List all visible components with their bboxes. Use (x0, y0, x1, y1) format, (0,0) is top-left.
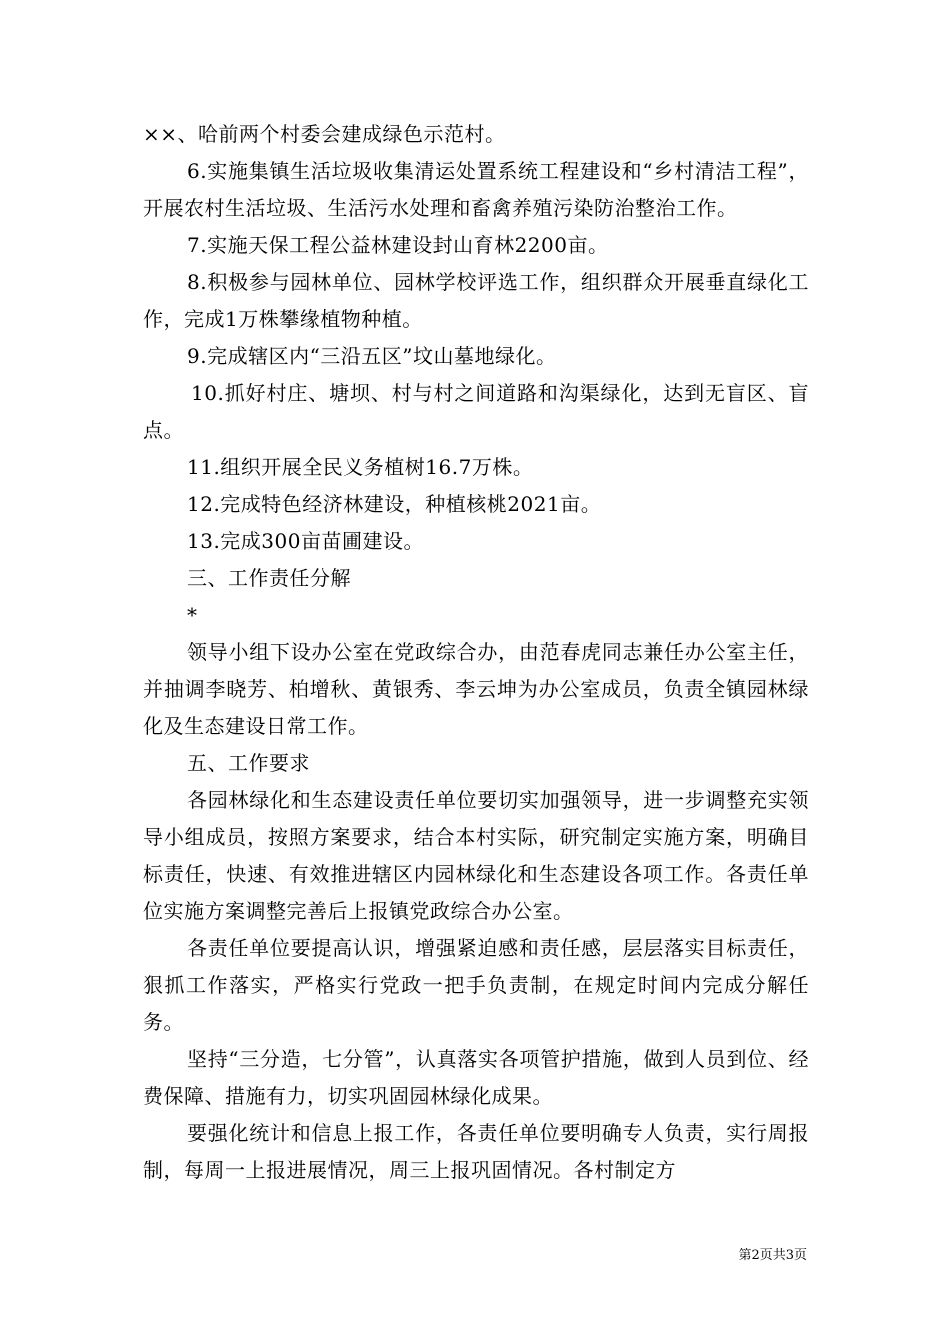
paragraph-office: 领导小组下设办公室在党政综合办，由范春虎同志兼任办公室主任，并抽调李晓芳、柏增秋、黄银秀、李云坤为办公室成员，负责全镇园林绿化及生态建设日常工作。 (143, 640, 809, 738)
paragraph-item-10: 10.抓好村庄、塘坝、村与村之间道路和沟渠绿化，达到无盲区、盲点。 (143, 381, 809, 442)
paragraph-item-13: 13.完成300亩苗圃建设。 (187, 529, 424, 553)
paragraph-item-6: 6.实施集镇生活垃圾收集清运处置系统工程建设和“乡村清洁工程”，开展农村生活垃圾、生活污水处理和畜禽养殖污染防治整治工作。 (143, 159, 809, 220)
document-body (143, 116, 809, 1189)
paragraph-item-9: 9.完成辖区内“三沿五区”坟山墓地绿化。 (187, 344, 557, 368)
paragraph-item-11: 11.组织开展全民义务植树16.7万株。 (187, 455, 534, 479)
paragraph-requirement-3: 坚持“三分造，七分管”，认真落实各项管护措施，做到人员到位、经费保障、措施有力，切实巩固园林绿化成果。 (143, 1047, 809, 1108)
paragraph-requirement-2: 各责任单位要提高认识，增强紧迫感和责任感，层层落实目标责任，狠抓工作落实，严格实行党政一把手负责制，在规定时间内完成分解任务。 (143, 936, 809, 1034)
page-number-footer: 第2页共3页 (738, 1248, 807, 1263)
paragraph-item-12: 12.完成特色经济林建设，种植核桃2021亩。 (187, 492, 602, 516)
asterisk-marker: * (187, 603, 198, 627)
paragraph-item-8: 8.积极参与园林单位、园林学校评选工作，组织群众开展垂直绿化工作，完成1万株攀缘植物种植。 (143, 270, 809, 331)
paragraph-requirement-4: 要强化统计和信息上报工作，各责任单位要明确专人负责，实行周报制，每周一上报进展情况，周三上报巩固情况。各村制定方 (143, 1121, 809, 1182)
paragraph-requirement-1: 各园林绿化和生态建设责任单位要切实加强领导，进一步调整充实领导小组成员，按照方案要求，结合本村实际，研究制定实施方案，明确目标责任，快速、有效推进辖区内园林绿化和生态建设各项工作。各责任单位实施方案调整完善后上报镇党政综合办公室。 (143, 788, 809, 923)
paragraph-item-7: 7.实施天保工程公益林建设封山育林2200亩。 (187, 233, 609, 257)
section-heading-5: 五、工作要求 (187, 751, 310, 775)
paragraph-1: ××、哈前两个村委会建成绿色示范村。 (143, 122, 506, 146)
section-heading-3: 三、工作责任分解 (187, 566, 351, 590)
